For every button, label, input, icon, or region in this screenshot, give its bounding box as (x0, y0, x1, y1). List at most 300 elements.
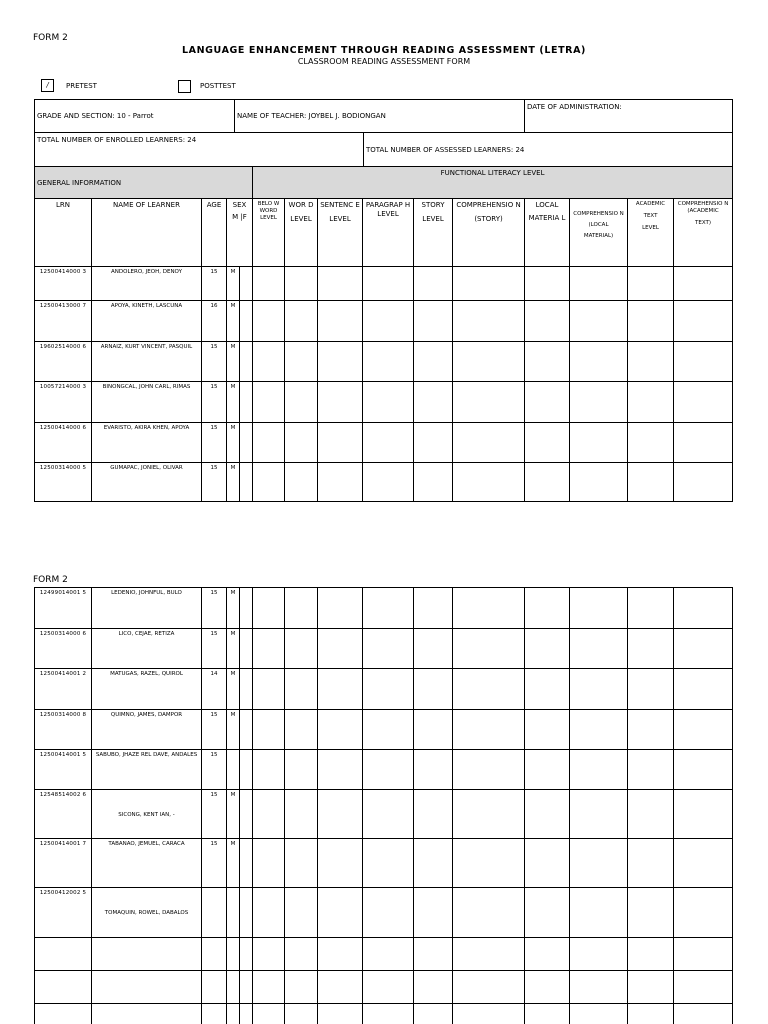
story-cell[interactable] (414, 938, 453, 971)
academic-text-cell[interactable] (628, 463, 674, 502)
comprehension-academic-cell[interactable] (674, 790, 733, 839)
local-material-cell[interactable] (525, 267, 570, 301)
sex-m-cell (227, 938, 240, 971)
comprehension-local-cell[interactable] (570, 971, 628, 1004)
below-word-cell[interactable] (253, 423, 285, 463)
word-cell[interactable] (285, 629, 318, 669)
sex-f-cell[interactable] (240, 342, 253, 382)
comprehension-academic-cell[interactable] (674, 750, 733, 790)
material-label: MATERIA L (528, 214, 566, 222)
below-word-cell[interactable] (253, 938, 285, 971)
comprehension-story-header (453, 199, 525, 267)
local-material-cell[interactable] (525, 588, 570, 629)
learner-name-cell: APOYA, KINETH, LASCUNA (92, 301, 202, 342)
local-material-cell[interactable] (525, 382, 570, 423)
below-word-cell[interactable] (253, 1004, 285, 1024)
below-word-cell[interactable] (253, 267, 285, 301)
learner-name-cell (92, 938, 202, 971)
story-cell[interactable] (414, 267, 453, 301)
learner-name-cell (92, 1004, 202, 1024)
comprehension-local-header (570, 199, 628, 267)
story-cell[interactable] (414, 710, 453, 750)
paragraph-cell[interactable] (363, 750, 414, 790)
age-cell: 16 (202, 301, 227, 342)
local-material-cell[interactable] (525, 750, 570, 790)
sentence-cell[interactable] (318, 710, 363, 750)
sentence-cell[interactable] (318, 629, 363, 669)
name-header (92, 199, 202, 267)
sentence-cell[interactable] (318, 750, 363, 790)
age-cell (202, 971, 227, 1004)
comprehension-local-cell[interactable] (570, 382, 628, 423)
comprehension-academic-cell[interactable] (674, 301, 733, 342)
comprehension-story-cell[interactable] (453, 750, 525, 790)
table-row (35, 267, 733, 301)
learner-name-cell: EVARISTO, AKIRA KHEN, APOYA (92, 423, 202, 463)
assessment-table-page1 (34, 166, 733, 502)
table-row (35, 463, 733, 502)
local-material-cell[interactable] (525, 888, 570, 938)
paragraph-cell[interactable] (363, 423, 414, 463)
academic-text-paren-label: TEXT) (695, 220, 712, 226)
comprehension-academic-cell[interactable] (674, 382, 733, 423)
table-row (35, 301, 733, 342)
sentence-cell[interactable] (318, 790, 363, 839)
story-label: STORY (421, 201, 445, 209)
date-of-administration: DATE OF ADMINISTRATION: (527, 103, 622, 111)
comprehension-story-label: COMPREHENSIO N (456, 201, 521, 209)
lrn-cell: 12500414001 7 (35, 839, 92, 888)
below-word-cell[interactable] (253, 710, 285, 750)
sex-f-cell[interactable] (240, 750, 253, 790)
paragraph-cell[interactable] (363, 971, 414, 1004)
age-header-label: AGE (206, 201, 222, 209)
comprehension-local-cell[interactable] (570, 301, 628, 342)
sex-f-cell[interactable] (240, 669, 253, 710)
comprehension-academic-cell[interactable] (674, 710, 733, 750)
local-material-cell[interactable] (525, 423, 570, 463)
lrn-cell (35, 938, 92, 971)
comprehension-story-cell[interactable] (453, 382, 525, 423)
comprehension-story-cell[interactable] (453, 669, 525, 710)
word-cell[interactable] (285, 342, 318, 382)
comprehension-academic-cell[interactable] (674, 669, 733, 710)
lrn-cell: 12500413000 7 (35, 301, 92, 342)
comprehension-academic-cell[interactable] (674, 1004, 733, 1024)
assessment-table-page2 (34, 587, 733, 1024)
comprehension-story-cell[interactable] (453, 342, 525, 382)
learner-name-cell: ARNAIZ, KURT VINCENT, PASQUIL (92, 342, 202, 382)
paragraph-cell[interactable] (363, 839, 414, 888)
age-cell: 15 (202, 423, 227, 463)
posttest-label: POSTTEST (200, 82, 236, 90)
comprehension-local-cell[interactable] (570, 790, 628, 839)
sentence-cell[interactable] (318, 888, 363, 938)
table-row (35, 669, 733, 710)
paragraph-cell[interactable] (363, 938, 414, 971)
comprehension-academic-cell[interactable] (674, 629, 733, 669)
sentence-cell[interactable] (318, 971, 363, 1004)
story-level-label: LEVEL (422, 215, 444, 223)
lrn-cell: 10057214000 3 (35, 382, 92, 423)
sex-f-cell[interactable] (240, 423, 253, 463)
age-cell: 15 (202, 463, 227, 502)
paragraph-cell[interactable] (363, 710, 414, 750)
word-cell[interactable] (285, 750, 318, 790)
sentence-cell[interactable] (318, 839, 363, 888)
learner-name-cell: TOMAQUIN, ROWEL, DABALOS (92, 888, 202, 938)
sex-m-cell: M (227, 342, 240, 382)
functional-literacy-header (253, 167, 733, 199)
comprehension-story-cell[interactable] (453, 629, 525, 669)
sex-m-cell: M (227, 588, 240, 629)
lrn-cell: 12499014001 5 (35, 588, 92, 629)
learner-name-cell: MATUGAS, RAZEL, QUIROL (92, 669, 202, 710)
sentence-cell[interactable] (318, 423, 363, 463)
sex-f-cell[interactable] (240, 1004, 253, 1024)
sex-m-cell: M (227, 710, 240, 750)
story-cell[interactable] (414, 382, 453, 423)
sex-m-cell: M (227, 839, 240, 888)
age-header (202, 199, 227, 267)
academic-text-cell[interactable] (628, 971, 674, 1004)
story-cell[interactable] (414, 1004, 453, 1024)
comprehension-academic-cell[interactable] (674, 588, 733, 629)
below-word-cell[interactable] (253, 463, 285, 502)
academic-text-cell[interactable] (628, 710, 674, 750)
paragraph-cell[interactable] (363, 669, 414, 710)
academic-text-cell[interactable] (628, 342, 674, 382)
lrn-cell: 12500412002 5 (35, 888, 92, 938)
below-word-cell[interactable] (253, 342, 285, 382)
academic-text-cell[interactable] (628, 382, 674, 423)
local-material-cell[interactable] (525, 1004, 570, 1024)
table-row (35, 382, 733, 423)
word-level-header (285, 199, 318, 267)
word-cell[interactable] (285, 267, 318, 301)
paragraph-cell[interactable] (363, 267, 414, 301)
story-cell[interactable] (414, 971, 453, 1004)
word-cell[interactable] (285, 301, 318, 342)
local-material-cell[interactable] (525, 301, 570, 342)
word-cell[interactable] (285, 463, 318, 502)
learner-name-cell: GUMAPAC, JONIEL, OLIVAR (92, 463, 202, 502)
paragraph-cell[interactable] (363, 888, 414, 938)
sex-header (227, 199, 253, 267)
below-word-cell[interactable] (253, 750, 285, 790)
below-word-cell[interactable] (253, 839, 285, 888)
comprehension-story-cell[interactable] (453, 1004, 525, 1024)
learner-name-cell: QUIMNO, JAMES, DAMPOR (92, 710, 202, 750)
below-word-cell[interactable] (253, 629, 285, 669)
paragraph-cell[interactable] (363, 301, 414, 342)
comprehension-local-cell[interactable] (570, 750, 628, 790)
story-cell[interactable] (414, 463, 453, 502)
comprehension-story-cell[interactable] (453, 971, 525, 1004)
comprehension-local-cell[interactable] (570, 710, 628, 750)
story-cell[interactable] (414, 669, 453, 710)
paragraph-cell[interactable] (363, 463, 414, 502)
story-cell[interactable] (414, 839, 453, 888)
pretest-label: PRETEST (66, 82, 97, 90)
below-word-cell[interactable] (253, 971, 285, 1004)
academic-text-cell[interactable] (628, 938, 674, 971)
table-row (35, 971, 733, 1004)
comprehension-local-cell[interactable] (570, 588, 628, 629)
sex-f-cell[interactable] (240, 790, 253, 839)
comprehension-local-cell[interactable] (570, 463, 628, 502)
name-header-label: NAME OF LEARNER (113, 201, 180, 209)
functional-literacy-label: FUNCTIONAL LITERACY LEVEL (440, 169, 545, 177)
sentence-cell[interactable] (318, 267, 363, 301)
comprehension-academic-cell[interactable] (674, 938, 733, 971)
sentence-cell[interactable] (318, 301, 363, 342)
learner-name-cell: TABANAO, JEMUEL, CARACA (92, 839, 202, 888)
age-cell: 15 (202, 382, 227, 423)
academic-text-cell[interactable] (628, 888, 674, 938)
paragraph-cell[interactable] (363, 629, 414, 669)
table-row (35, 423, 733, 463)
comprehension-local-cell[interactable] (570, 839, 628, 888)
age-cell (202, 1004, 227, 1024)
comprehension-story-cell[interactable] (453, 710, 525, 750)
word-cell[interactable] (285, 839, 318, 888)
age-cell: 15 (202, 790, 227, 839)
story-paren-label: (STORY) (474, 215, 503, 223)
below-word-cell[interactable] (253, 790, 285, 839)
date-admin-cell[interactable] (525, 100, 733, 133)
enrolled-cell (35, 133, 364, 167)
comprehension-academic-cell[interactable] (674, 971, 733, 1004)
word-cell[interactable] (285, 669, 318, 710)
table-row (35, 588, 733, 629)
local-material-cell[interactable] (525, 629, 570, 669)
comprehension-local-cell[interactable] (570, 669, 628, 710)
local-paren-label: (LOCAL (588, 222, 609, 228)
story-cell[interactable] (414, 888, 453, 938)
story-cell[interactable] (414, 301, 453, 342)
comprehension-academic-cell[interactable] (674, 463, 733, 502)
age-cell: 14 (202, 669, 227, 710)
comprehension-local-cell[interactable] (570, 423, 628, 463)
comprehension-local-cell[interactable] (570, 938, 628, 971)
lrn-cell: 12500314000 5 (35, 463, 92, 502)
lrn-header-label: LRN (56, 201, 70, 209)
table-row (35, 750, 733, 790)
sex-m-cell: M (227, 423, 240, 463)
sex-f-cell[interactable] (240, 588, 253, 629)
local-material-cell[interactable] (525, 839, 570, 888)
local-material-cell[interactable] (525, 790, 570, 839)
local-material-cell[interactable] (525, 938, 570, 971)
academic-text-cell[interactable] (628, 750, 674, 790)
sex-f-cell[interactable] (240, 382, 253, 423)
comprehension-local-cell[interactable] (570, 267, 628, 301)
local-material-cell[interactable] (525, 971, 570, 1004)
sex-f-cell[interactable] (240, 971, 253, 1004)
story-cell[interactable] (414, 750, 453, 790)
comprehension-academic-header (674, 199, 733, 267)
academic-text-cell[interactable] (628, 267, 674, 301)
sentence-cell[interactable] (318, 669, 363, 710)
below-word-cell[interactable] (253, 888, 285, 938)
enrolled-count: TOTAL NUMBER OF ENROLLED LEARNERS: 24 (37, 136, 197, 144)
assessed-cell (364, 133, 733, 167)
sentence-cell[interactable] (318, 938, 363, 971)
comprehension-local-cell[interactable] (570, 888, 628, 938)
grade-section-cell (35, 100, 235, 133)
general-information-header (35, 167, 253, 199)
sex-f-cell[interactable] (240, 301, 253, 342)
local-material-paren-label: MATERIAL) (583, 233, 614, 239)
paragraph-cell[interactable] (363, 382, 414, 423)
paragraph-cell[interactable] (363, 588, 414, 629)
comprehension-story-cell[interactable] (453, 938, 525, 971)
sex-f-cell[interactable] (240, 463, 253, 502)
learner-rows-page1 (35, 267, 733, 502)
word-cell[interactable] (285, 710, 318, 750)
below-word-header (253, 199, 285, 267)
pretest-checkbox[interactable]: / (41, 79, 54, 92)
word-cell[interactable] (285, 588, 318, 629)
word-cell[interactable] (285, 1004, 318, 1024)
academic-text-cell[interactable] (628, 790, 674, 839)
sex-f-cell[interactable] (240, 888, 253, 938)
story-cell[interactable] (414, 790, 453, 839)
comprehension-story-cell[interactable] (453, 423, 525, 463)
learner-name-cell (92, 971, 202, 1004)
academic-text-cell[interactable] (628, 629, 674, 669)
local-material-cell[interactable] (525, 669, 570, 710)
comprehension-local-cell[interactable] (570, 629, 628, 669)
comprehension-academic-label: COMPREHENSIO N (ACADEMIC (677, 201, 729, 214)
lrn-cell (35, 971, 92, 1004)
word-cell[interactable] (285, 971, 318, 1004)
table-row (35, 1004, 733, 1024)
age-cell (202, 938, 227, 971)
paragraph-cell[interactable] (363, 790, 414, 839)
paragraph-level-header (363, 199, 414, 267)
sentence-cell[interactable] (318, 588, 363, 629)
below-word-cell[interactable] (253, 669, 285, 710)
comprehension-academic-cell[interactable] (674, 423, 733, 463)
story-level-header (414, 199, 453, 267)
posttest-checkbox[interactable] (178, 80, 191, 93)
sex-f-cell[interactable] (240, 710, 253, 750)
academic-text-cell[interactable] (628, 301, 674, 342)
learner-name-cell: LICO, CEJAE, RETIZA (92, 629, 202, 669)
below-word-cell[interactable] (253, 301, 285, 342)
comprehension-academic-cell[interactable] (674, 267, 733, 301)
paragraph-cell[interactable] (363, 1004, 414, 1024)
lrn-cell: 12500314000 6 (35, 629, 92, 669)
sentence-cell[interactable] (318, 342, 363, 382)
word-cell[interactable] (285, 790, 318, 839)
academic-text-cell[interactable] (628, 669, 674, 710)
learner-name-cell: LEDENIO, JOHNFUL, BULO (92, 588, 202, 629)
comprehension-academic-cell[interactable] (674, 839, 733, 888)
lrn-header (35, 199, 92, 267)
story-cell[interactable] (414, 629, 453, 669)
below-word-cell[interactable] (253, 588, 285, 629)
academic-label: ACADEMIC (635, 201, 666, 207)
academic-text-cell[interactable] (628, 839, 674, 888)
age-cell (202, 888, 227, 938)
table-row (35, 888, 733, 938)
sex-f-cell[interactable] (240, 938, 253, 971)
academic-text-cell[interactable] (628, 423, 674, 463)
learner-name-cell: SICONG, KENT IAN, - (92, 790, 202, 839)
comprehension-academic-cell[interactable] (674, 342, 733, 382)
comprehension-story-cell[interactable] (453, 588, 525, 629)
academic-text-cell[interactable] (628, 1004, 674, 1024)
story-cell[interactable] (414, 588, 453, 629)
sex-m-cell (227, 1004, 240, 1024)
word-cell[interactable] (285, 938, 318, 971)
comprehension-story-cell[interactable] (453, 888, 525, 938)
age-cell: 15 (202, 750, 227, 790)
sex-m-cell: M (227, 669, 240, 710)
comprehension-academic-cell[interactable] (674, 888, 733, 938)
word-cell[interactable] (285, 888, 318, 938)
local-material-cell[interactable] (525, 342, 570, 382)
paragraph-level-label: PARAGRAP H LEVEL (365, 201, 411, 218)
comprehension-story-cell[interactable] (453, 790, 525, 839)
story-cell[interactable] (414, 342, 453, 382)
academic-text-header (628, 199, 674, 267)
lrn-cell: 12548514002 6 (35, 790, 92, 839)
word-cell[interactable] (285, 423, 318, 463)
story-cell[interactable] (414, 423, 453, 463)
table-row (35, 938, 733, 971)
text-label: TEXT (643, 213, 658, 219)
local-material-cell[interactable] (525, 710, 570, 750)
sex-f-cell[interactable] (240, 839, 253, 888)
form-label: FORM 2 (33, 33, 68, 43)
comprehension-local-cell[interactable] (570, 342, 628, 382)
sex-m-cell: M (227, 301, 240, 342)
comprehension-story-cell[interactable] (453, 839, 525, 888)
word-cell[interactable] (285, 382, 318, 423)
sex-f-cell[interactable] (240, 629, 253, 669)
local-material-cell[interactable] (525, 463, 570, 502)
lrn-cell: 12500414000 3 (35, 267, 92, 301)
sentence-cell[interactable] (318, 463, 363, 502)
below-word-cell[interactable] (253, 382, 285, 423)
local-label: LOCAL (535, 201, 559, 209)
comprehension-story-cell[interactable] (453, 267, 525, 301)
local-material-header (525, 199, 570, 267)
lrn-cell: 12500414000 6 (35, 423, 92, 463)
form-label-page2: FORM 2 (33, 575, 68, 585)
sex-m-cell (227, 750, 240, 790)
academic-level-label: LEVEL (642, 225, 659, 231)
sentence-cell[interactable] (318, 382, 363, 423)
sentence-cell[interactable] (318, 1004, 363, 1024)
academic-text-cell[interactable] (628, 588, 674, 629)
comprehension-story-cell[interactable] (453, 301, 525, 342)
sex-m-cell: M (227, 629, 240, 669)
comprehension-story-cell[interactable] (453, 463, 525, 502)
age-cell: 15 (202, 839, 227, 888)
grade-section: GRADE AND SECTION: 10 - Parrot (37, 112, 154, 120)
age-cell: 15 (202, 710, 227, 750)
paragraph-cell[interactable] (363, 342, 414, 382)
comprehension-local-cell[interactable] (570, 1004, 628, 1024)
sex-f-cell[interactable] (240, 267, 253, 301)
word-label: WOR D (288, 201, 314, 209)
table-row (35, 342, 733, 382)
